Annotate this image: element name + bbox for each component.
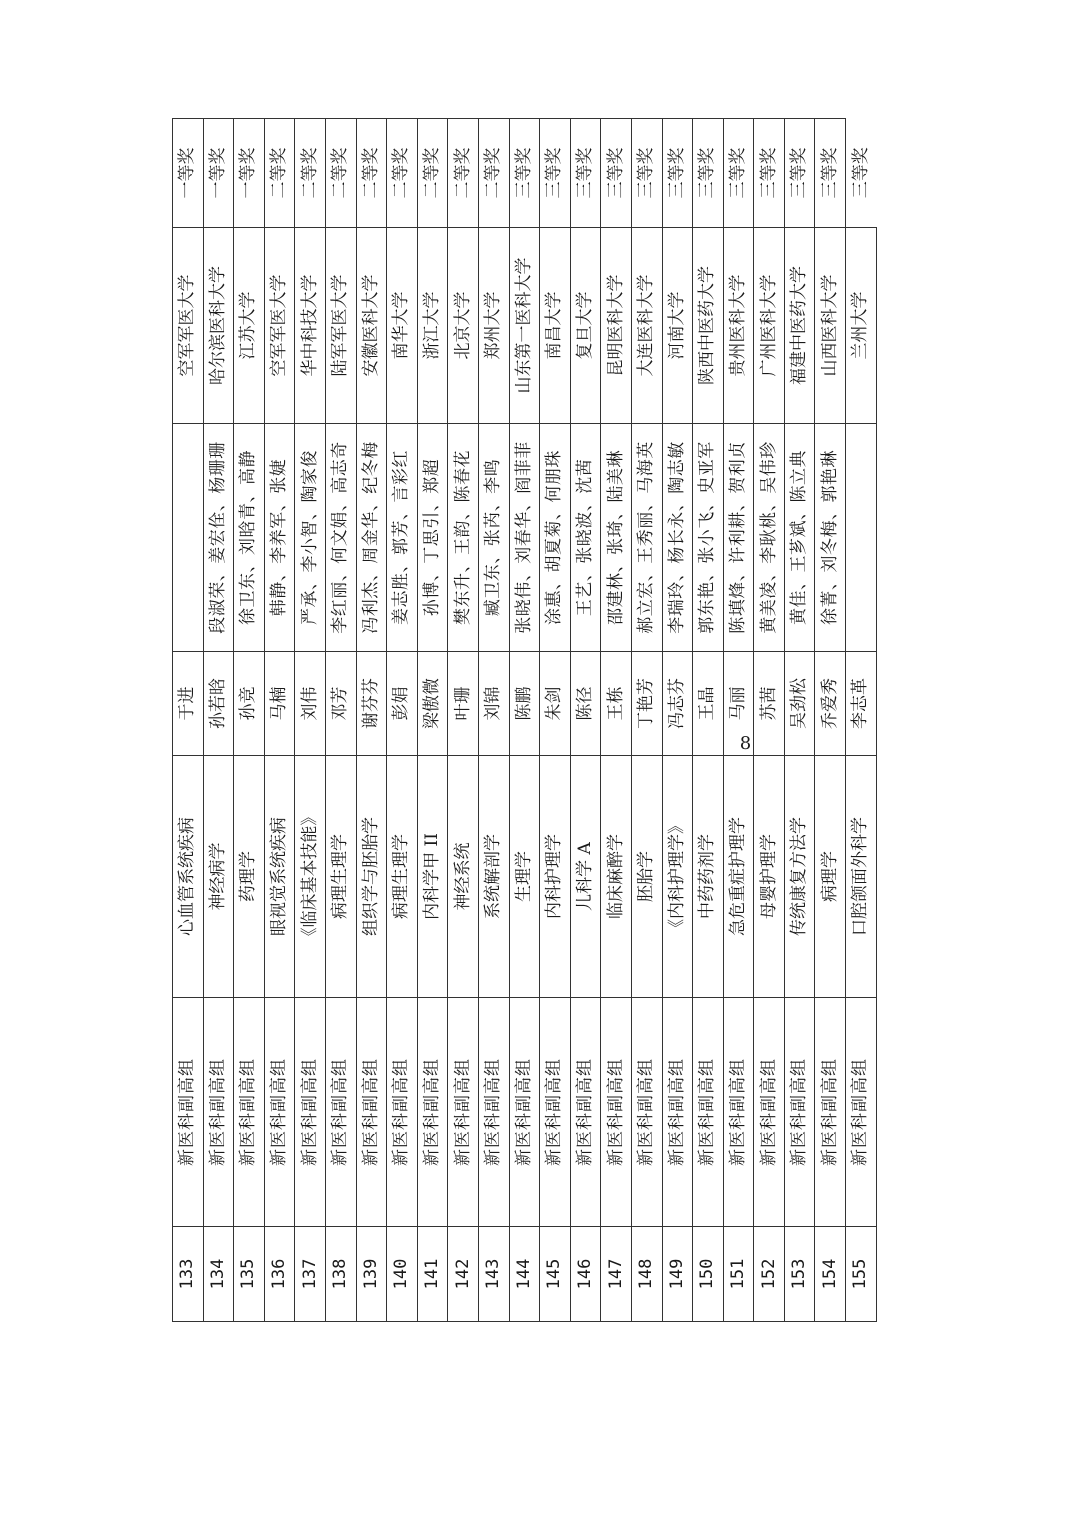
award-cell: 二等奖 (356, 119, 387, 228)
leader-cell: 叶珊 (448, 652, 479, 756)
leader-cell: 苏茜 (754, 652, 785, 756)
row-number: 140 (387, 1227, 418, 1322)
course-cell: 《内科护理学》 (662, 756, 693, 998)
award-cell: 二等奖 (417, 119, 448, 228)
row-number: 151 (723, 1227, 754, 1322)
group-cell: 新医科副高组 (601, 998, 632, 1227)
group-cell: 新医科副高组 (448, 998, 479, 1227)
awards-table (172, 118, 877, 1322)
leader-cell: 王晶 (693, 652, 724, 756)
university-cell: 郑州大学 (478, 228, 509, 424)
leader-cell: 谢芬芬 (356, 652, 387, 756)
group-cell: 新医科副高组 (723, 998, 754, 1227)
award-cell: 三等奖 (570, 119, 601, 228)
university-cell: 山西医科大学 (815, 228, 846, 424)
group-cell: 新医科副高组 (234, 998, 265, 1227)
row-number: 137 (295, 1227, 326, 1322)
leader-cell: 马楠 (264, 652, 295, 756)
leader-cell: 陈径 (570, 652, 601, 756)
table-row (417, 119, 448, 1322)
university-cell: 安徽医科大学 (356, 228, 387, 424)
university-cell: 大连医科大学 (631, 228, 662, 424)
university-cell: 贵州医科大学 (723, 228, 754, 424)
group-cell: 新医科副高组 (295, 998, 326, 1227)
members-cell: 段淑荣、姜宏佺、杨珊珊 (203, 424, 234, 652)
members-cell: 邵建林、张琦、陆美琳 (601, 424, 632, 652)
members-cell: 臧卫东、张芮、李鸣 (478, 424, 509, 652)
course-cell: 临床麻醉学 (601, 756, 632, 998)
table-row (325, 119, 356, 1322)
leader-cell: 刘锦 (478, 652, 509, 756)
row-number: 149 (662, 1227, 693, 1322)
university-cell: 南华大学 (387, 228, 418, 424)
course-cell: 心血管系统疾病 (173, 756, 204, 998)
table-row (846, 119, 877, 1322)
members-cell: 徐卫东、刘晗青、高静 (234, 424, 265, 652)
leader-cell: 梁傲微 (417, 652, 448, 756)
table-row (815, 119, 846, 1322)
leader-cell: 于进 (173, 652, 204, 756)
table-row (723, 119, 754, 1322)
course-cell: 病理生理学 (325, 756, 356, 998)
members-cell: 严承、李小智、陶家俊 (295, 424, 326, 652)
row-number: 144 (509, 1227, 540, 1322)
group-cell: 新医科副高组 (173, 998, 204, 1227)
award-cell: 三等奖 (601, 119, 632, 228)
award-cell: 三等奖 (631, 119, 662, 228)
university-cell: 山东第一医科大学 (509, 228, 540, 424)
course-cell: 神经系统 (448, 756, 479, 998)
leader-cell: 朱剑 (540, 652, 571, 756)
members-cell: 黄美凌、李耿桃、吴伟珍 (754, 424, 785, 652)
university-cell: 浙江大学 (417, 228, 448, 424)
table-row (234, 119, 265, 1322)
row-number: 145 (540, 1227, 571, 1322)
members-cell: 樊东升、王韵、陈春花 (448, 424, 479, 652)
members-cell (173, 424, 204, 652)
leader-cell: 邓芳 (325, 652, 356, 756)
row-number: 142 (448, 1227, 479, 1322)
row-number: 138 (325, 1227, 356, 1322)
table-row (754, 119, 785, 1322)
course-cell: 胚胎学 (631, 756, 662, 998)
table-row (173, 119, 204, 1322)
course-cell: 母婴护理学 (754, 756, 785, 998)
course-cell: 《临床基本技能》 (295, 756, 326, 998)
university-cell: 河南大学 (662, 228, 693, 424)
table-row (295, 119, 326, 1322)
course-cell: 神经病学 (203, 756, 234, 998)
group-cell: 新医科副高组 (264, 998, 295, 1227)
leader-cell: 冯志芬 (662, 652, 693, 756)
members-cell (846, 424, 877, 652)
row-number: 148 (631, 1227, 662, 1322)
page-number: 8 (739, 732, 752, 754)
leader-cell: 王栋 (601, 652, 632, 756)
group-cell: 新医科副高组 (417, 998, 448, 1227)
course-cell: 传统康复方法学 (784, 756, 815, 998)
university-cell: 复旦大学 (570, 228, 601, 424)
course-cell: 中药药剂学 (693, 756, 724, 998)
table-row (693, 119, 724, 1322)
course-cell: 病理学 (815, 756, 846, 998)
leader-cell: 彭娟 (387, 652, 418, 756)
row-number: 155 (846, 1227, 877, 1322)
group-cell: 新医科副高组 (784, 998, 815, 1227)
course-cell: 眼视觉系统疾病 (264, 756, 295, 998)
university-cell: 兰州大学 (846, 228, 877, 424)
members-cell: 姜志胜、郭芳、言彩红 (387, 424, 418, 652)
award-cell: 二等奖 (295, 119, 326, 228)
row-number: 143 (478, 1227, 509, 1322)
table-row (631, 119, 662, 1322)
group-cell: 新医科副高组 (387, 998, 418, 1227)
leader-cell: 吴劲松 (784, 652, 815, 756)
table-row (601, 119, 632, 1322)
course-cell: 口腔颌面外科学 (846, 756, 877, 998)
members-cell: 王艺、张晓波、沈茜 (570, 424, 601, 652)
members-cell: 郭东艳、张小飞、史亚军 (693, 424, 724, 652)
course-cell: 儿科学 A (570, 756, 601, 998)
table-row (448, 119, 479, 1322)
group-cell: 新医科副高组 (693, 998, 724, 1227)
row-number: 139 (356, 1227, 387, 1322)
table-row (203, 119, 234, 1322)
group-cell: 新医科副高组 (815, 998, 846, 1227)
university-cell: 空军军医大学 (173, 228, 204, 424)
members-cell: 李瑞玲、杨长永、陶志敏 (662, 424, 693, 652)
group-cell: 新医科副高组 (356, 998, 387, 1227)
group-cell: 新医科副高组 (478, 998, 509, 1227)
table-row (509, 119, 540, 1322)
university-cell: 昆明医科大学 (601, 228, 632, 424)
row-number: 150 (693, 1227, 724, 1322)
award-cell: 二等奖 (387, 119, 418, 228)
award-cell: 三等奖 (815, 119, 846, 228)
university-cell: 江苏大学 (234, 228, 265, 424)
group-cell: 新医科副高组 (754, 998, 785, 1227)
group-cell: 新医科副高组 (662, 998, 693, 1227)
university-cell: 北京大学 (448, 228, 479, 424)
table-row (387, 119, 418, 1322)
members-cell: 张晓伟、刘春华、阎菲菲 (509, 424, 540, 652)
members-cell: 陈填烽、许利耕、贺利贞 (723, 424, 754, 652)
award-cell: 一等奖 (203, 119, 234, 228)
leader-cell: 乔爱秀 (815, 652, 846, 756)
award-cell: 三等奖 (662, 119, 693, 228)
leader-cell: 丁艳芳 (631, 652, 662, 756)
members-cell: 徐菁、刘冬梅、郭艳琳 (815, 424, 846, 652)
group-cell: 新医科副高组 (846, 998, 877, 1227)
award-cell: 一等奖 (234, 119, 265, 228)
table-row (264, 119, 295, 1322)
leader-cell: 孙若晗 (203, 652, 234, 756)
university-cell: 空军军医大学 (264, 228, 295, 424)
course-cell: 组织学与胚胎学 (356, 756, 387, 998)
leader-cell: 刘伟 (295, 652, 326, 756)
leader-cell: 陈鹏 (509, 652, 540, 756)
table-row (784, 119, 815, 1322)
row-number: 135 (234, 1227, 265, 1322)
row-number: 154 (815, 1227, 846, 1322)
award-cell: 三等奖 (540, 119, 571, 228)
course-cell: 生理学 (509, 756, 540, 998)
group-cell: 新医科副高组 (570, 998, 601, 1227)
award-cell: 二等奖 (325, 119, 356, 228)
members-cell: 李红丽、何文娟、高志奇 (325, 424, 356, 652)
university-cell: 广州医科大学 (754, 228, 785, 424)
university-cell: 南昌大学 (540, 228, 571, 424)
award-cell: 一等奖 (173, 119, 204, 228)
group-cell: 新医科副高组 (325, 998, 356, 1227)
university-cell: 陆军军医大学 (325, 228, 356, 424)
award-cell: 二等奖 (264, 119, 295, 228)
course-cell: 系统解剖学 (478, 756, 509, 998)
group-cell: 新医科副高组 (540, 998, 571, 1227)
row-number: 152 (754, 1227, 785, 1322)
members-cell: 孙博、丁思引、郑超 (417, 424, 448, 652)
row-number: 153 (784, 1227, 815, 1322)
group-cell: 新医科副高组 (509, 998, 540, 1227)
members-cell: 冯利杰、周金华、纪冬梅 (356, 424, 387, 652)
table-row (570, 119, 601, 1322)
group-cell: 新医科副高组 (631, 998, 662, 1227)
award-cell: 三等奖 (509, 119, 540, 228)
award-cell: 三等奖 (784, 119, 815, 228)
leader-cell: 李志革 (846, 652, 877, 756)
members-cell: 涂惠、胡夏菊、何朋珠 (540, 424, 571, 652)
award-cell: 二等奖 (478, 119, 509, 228)
course-cell: 病理生理学 (387, 756, 418, 998)
university-cell: 陕西中医药大学 (693, 228, 724, 424)
members-cell: 郝立宏、王秀丽、马海英 (631, 424, 662, 652)
leader-cell: 马丽 (723, 652, 754, 756)
row-number: 147 (601, 1227, 632, 1322)
award-cell: 二等奖 (448, 119, 479, 228)
table-row (356, 119, 387, 1322)
course-cell: 内科护理学 (540, 756, 571, 998)
row-number: 133 (173, 1227, 204, 1322)
award-cell: 三等奖 (693, 119, 724, 228)
course-cell: 急危重症护理学 (723, 756, 754, 998)
row-number: 134 (203, 1227, 234, 1322)
table-row (662, 119, 693, 1322)
table-row (478, 119, 509, 1322)
row-number: 136 (264, 1227, 295, 1322)
members-cell: 韩静、李养军、张婕 (264, 424, 295, 652)
course-cell: 药理学 (234, 756, 265, 998)
award-cell: 三等奖 (850, 147, 871, 199)
university-cell: 哈尔滨医科大学 (203, 228, 234, 424)
row-number: 146 (570, 1227, 601, 1322)
university-cell: 福建中医药大学 (784, 228, 815, 424)
award-cell: 三等奖 (723, 119, 754, 228)
leader-cell: 孙竞 (234, 652, 265, 756)
university-cell: 华中科技大学 (295, 228, 326, 424)
award-cell: 三等奖 (754, 119, 785, 228)
members-cell: 黄佳、王芗斌、陈立典 (784, 424, 815, 652)
row-number: 141 (417, 1227, 448, 1322)
course-cell: 内科学甲 II (417, 756, 448, 998)
table-row (540, 119, 571, 1322)
group-cell: 新医科副高组 (203, 998, 234, 1227)
